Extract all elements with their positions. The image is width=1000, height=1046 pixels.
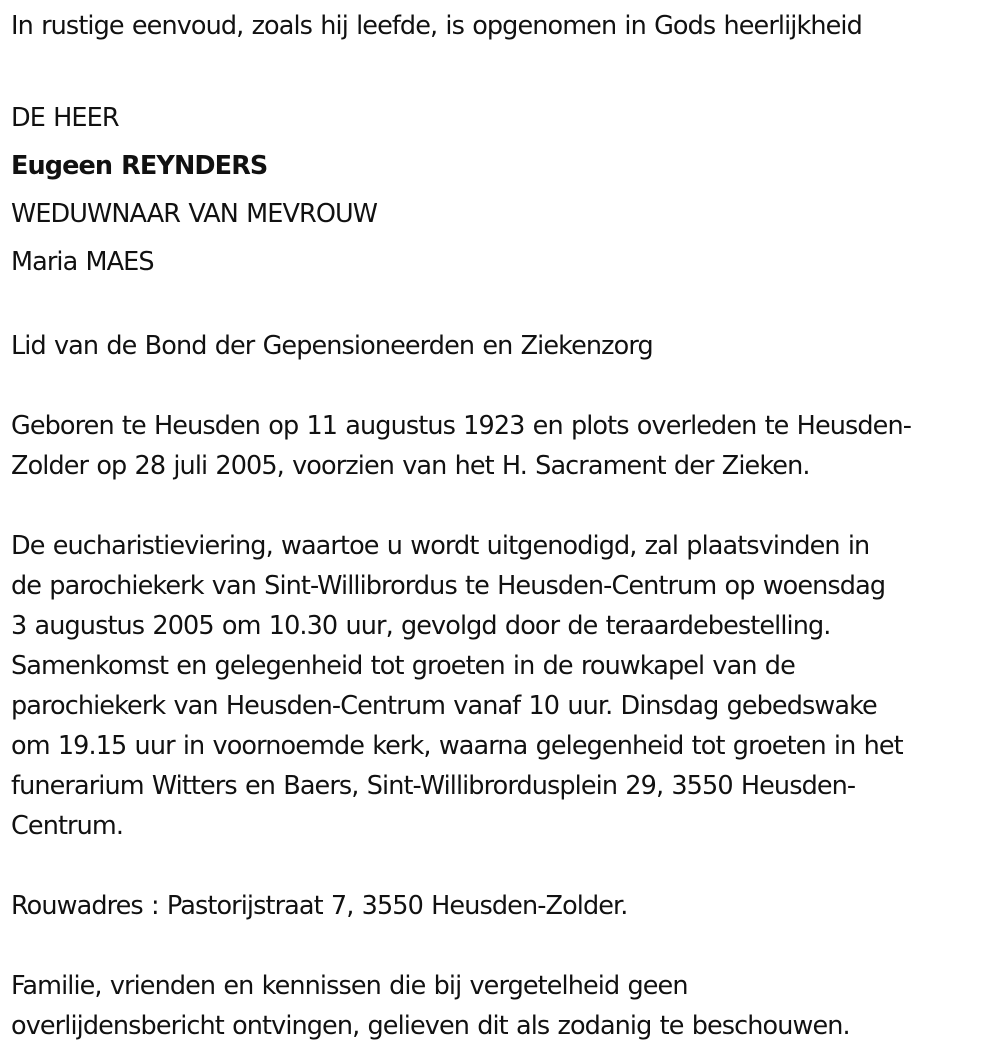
- title-prefix: DE HEER: [11, 103, 119, 133]
- membership-text: Lid van de Bond der Gepensioneerden en Ziekenzorg: [11, 331, 653, 361]
- paragraph-line: Geboren te Heusden op 11 augustus 1923 en plots overleden te Heusden-: [11, 411, 912, 441]
- obituary-notice: [11, 6, 996, 1046]
- relation-text: WEDUWNAAR VAN MEVROUW: [11, 199, 378, 229]
- deceased-name: Eugeen REYNDERS: [11, 151, 268, 181]
- paragraph-line: 3 augustus 2005 om 10.30 uur, gevolgd door de teraardebestelling.: [11, 611, 831, 641]
- mourning-address: Rouwadres : Pastorijstraat 7, 3550 Heusden-Zolder.: [11, 891, 628, 921]
- paragraph-line: de parochiekerk van Sint-Willibrordus te Heusden-Centrum op woensdag: [11, 571, 886, 601]
- paragraph-line: parochiekerk van Heusden-Centrum vanaf 10 uur. Dinsdag gebedswake: [11, 691, 877, 721]
- paragraph-line: om 19.15 uur in voornoemde kerk, waarna gelegenheid tot groeten in het: [11, 731, 903, 761]
- paragraph-line: Centrum.: [11, 811, 124, 841]
- ceremony-paragraph: [11, 526, 996, 846]
- spouse-name: Maria MAES: [11, 247, 154, 277]
- paragraph-line: Zolder op 28 juli 2005, voorzien van het H. Sacrament der Zieken.: [11, 451, 810, 481]
- paragraph-line: overlijdensbericht ontvingen, gelieven dit als zodanig te beschouwen.: [11, 1011, 850, 1041]
- paragraph-line: funerarium Witters en Baers, Sint-Willibrordusplein 29, 3550 Heusden-: [11, 771, 856, 801]
- intro-text: In rustige eenvoud, zoals hij leefde, is opgenomen in Gods heerlijkheid: [11, 11, 862, 41]
- paragraph-line: Samenkomst en gelegenheid tot groeten in de rouwkapel van de: [11, 651, 795, 681]
- closing-paragraph: [11, 966, 996, 1046]
- birth-death-paragraph: [11, 406, 996, 486]
- paragraph-line: De eucharistieviering, waartoe u wordt uitgenodigd, zal plaatsvinden in: [11, 531, 870, 561]
- paragraph-line: Familie, vrienden en kennissen die bij vergetelheid geen: [11, 971, 688, 1001]
